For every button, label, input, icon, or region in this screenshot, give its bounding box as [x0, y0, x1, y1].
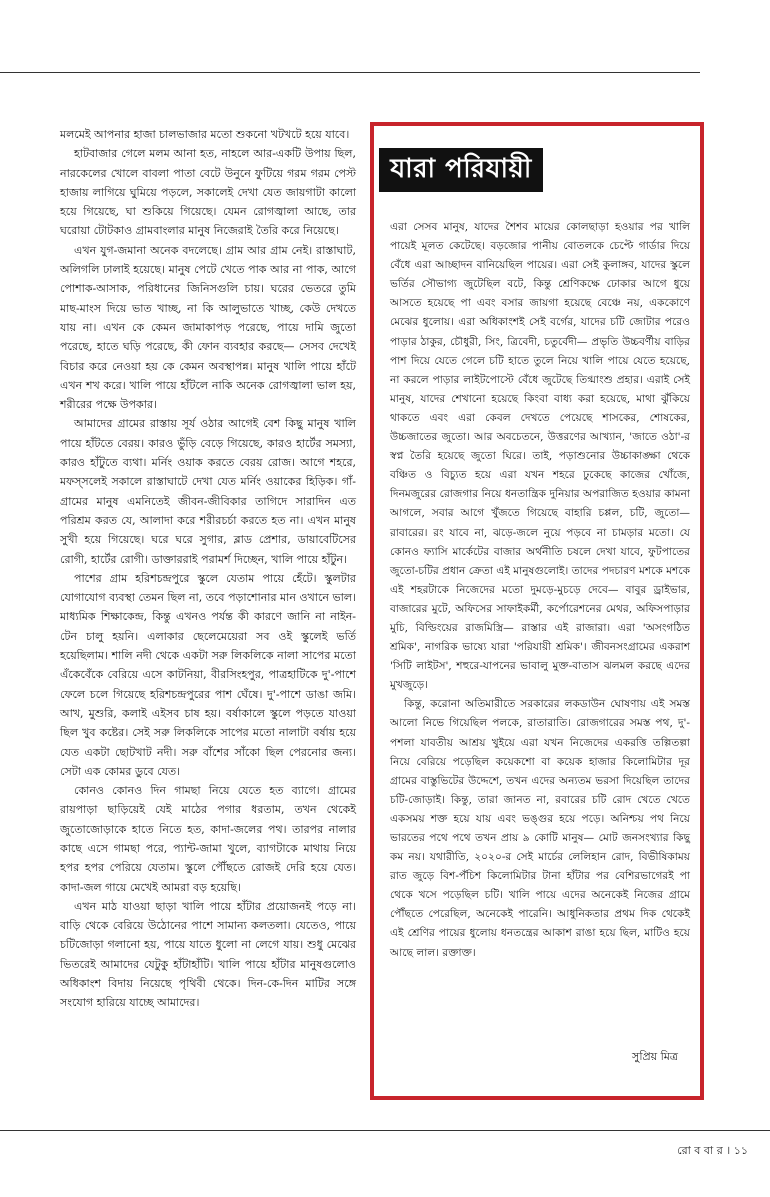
body-paragraph: এখন যুগ-জমানা অনেক বদলেছে। গ্রাম আর গ্রাম নেই। রাস্তাঘাট, অলিগলি ঢালাই হয়েছে। মানুষ পেটে খেতে পাক আর না পাক, আগে পোশাক-আসাক, পরিধানের জিনিসগুলি চায়। ঘরের ভেতরে তুমি মাছ-মাংস দিয়ে ভাত খাচ্ছ, না কি আলুভাতে খাচ্ছ, কেউ দেখতে যায় না। এখন কে কেমন জামাকাপড় পরেছে, পায়ে দামি জুতো পরেছে, হাতে ঘড়ি পরেছে, কী ফোন ব্যবহার করছে— সেসব দেখেই বিচার করে নেওয়া হয় কে কেমন অবস্থাপন্ন। মানুষ খালি পায়ে হাঁটে এখন শখ করে। খালি পায়ে হাঁটলে নাকি অনেক রোগজ্বালা ভাল হয়, শরীরের পক্ষে উপকার।: [60, 243, 356, 412]
article-left-column: [60, 125, 356, 1013]
body-paragraph: এখন মাঠ যাওয়া ছাড়া খালি পায়ে হাঁটার প্রয়োজনই পড়ে না। বাড়ি থেকে বেরিয়ে উঠোনের পাশে সামান্য কলতলা। যেতেও, পায়ে চটিজোড়া গলানো হয়, পায়ে যাতে ধুলো না লেগে যায়। শুধু মেঝের ভিতরেই আমাদের যেটুকু হাঁটাহাঁটি। খালি পায়ে হাঁটার মানুষগুলোও অধিকাংশ বিদায় নিয়েছে পৃথিবী থেকে। দিন-কে-দিন মাটির সঙ্গে সংযোগ হারিয়ে যাচ্ছে আমাদের।: [60, 899, 356, 1010]
sidebar-paragraph: এরা সেসব মানুষ, যাদের শৈশব মায়ের কোলছাড়া হওয়ার পর খালি পায়েই মূলত কেটেছে। বড়জোর পানীয় বোতলকে চেপ্টে গার্ডার দিয়ে বেঁধে এরা আচ্ছাদন বানিয়েছিল পায়ের। এরা সেই কুলাঙ্গব, যাদের স্কুলে ভর্তির সৌভাগ্য জুটেছিল বটে, কিন্তু শ্রেণিকক্ষে ঢোকার আগে ধুয়ে আসতে হয়েছে পা এবং বসার জায়গা হয়েছে বেঞ্চে নয়, এককোণে মেঝের ধুলোয়। এরা অধিকাংশই সেই বর্গের, যাদের চটি জোটার পরেও পাড়ার ঠাকুর, চৌধুরী, সিং, ত্রিবেদী, চতুর্বেদী— প্রভৃতি উচ্চবর্ণীয় বাড়ির পাশ দিয়ে যেতে গেলে চটি হাতে তুলে নিয়ে খালি পায়ে যেতে হয়েছে, না করলে পাড়ার লাইটপোস্টে বেঁধে জুটেছে তিগ্মাংশু প্রহার। এরাই সেই মানুষ, যাদের শেখানো হয়েছে কিংবা বাধ্য করা হয়েছে, মাথা ঝুঁকিয়ে থাকতে এবং এরা কেবল দেখতে পেয়েছে শাসকের, শোষকের, উচ্চজাতের জুতো। আর অবচেতনে, উত্তরণের আখ্যান, 'জাতে ওঠা'-র স্বপ্ন তৈরি হয়েছে জুতো ঘিরে। তাই, পড়াশুনোর উচ্চাকাঙ্ক্ষা থেকে বঞ্চিত ও বিচ্যুত হয়ে এরা যখন শহরে ঢুকেছে কাজের খোঁজে, দিনমজুরের রোজগার নিয়ে ধনতান্ত্রিক দুনিয়ার অপরাজিত হওয়ার কামনা আগলে, সবার আগে খুঁজতে গিয়েছে বাহারি চপ্পল, চটি, জুতো— রাবারের। রং যাবে না, ঝড়ে-জলে নুয়ে পড়বে না চামড়ার মতো। যে কোনও ফ্যাসি মার্কেটের বাজার অর্থনীতি চষলে দেখা যাবে, ফুটপাতের জুতো-চটির প্রধান ক্রেতা এই মানুষগুলোই। তাদের পদচারণ মশকে মশকে এই শহরটাকে নিজেদের মতো দুমড়ে-মুচড়ে দেবে— বাবুর ড্রাইভার, বাজারের মুটে, অফিসের সাফাইকর্মী, কর্পোরেশনের মেথর, অফিসপাড়ার মুচি, বিল্ডিংয়ের রাজমিস্ত্রি— রাস্তার এই রাজারা। এরা 'অসংগঠিত শ্রমিক', নাগরিক ভাষ্যে যারা 'পরিযায়ী শ্রমিক'। জীবনসংগ্রামের একরাশ 'সিটি লাইটস', শহুরে-যাপনের ভাবালু মুক্ত-বাতাস ঝলমল করছে এদের মুখজুড়ে।: [390, 221, 690, 692]
page-folio: রো ব বা র । ১১: [677, 1144, 748, 1157]
body-paragraph: হাটবাজার গেলে মলম আনা হত, নাহলে আর-একটি উপায় ছিল, নারকেলের খোলে বাবলা পাতা বেটে উনুনে ফুটিয়ে গরম গরম পেস্ট হাজায় লাগিয়ে ঘুমিয়ে পড়লে, সকালেই দেখা যেত জায়গাটা কালো হয়ে গিয়েছে, ঘা শুকিয়ে গিয়েছে। যেমন রোগজ্বালা আছে, তার ঘরোয়া টোটকাও গ্রামবাংলার মানুষ নিজেরাই তৈরি করে নিয়েছে।: [60, 147, 356, 238]
body-paragraph: মলমেই আপনার হাজা চালভাজার মতো শুকনো খটখটে হয়ে যাবে।: [60, 128, 350, 141]
body-paragraph: কোনও কোনও দিন গামছা নিয়ে যেতে হত ব্যাগে। গ্রামের রায়পাড়া ছাড়িয়েই যেই মাঠের পগার ধরতাম, তখন থেকেই জুতোজোড়াকে হাতে নিতে হত, কাদা-জলের পথ। তারপর নালার কাছে এসে গামছা পরে, প্যান্ট-জামা খুলে, ব্যাগটাকে মাথায় নিয়ে হপর হপর পেরিয়ে যেতাম। স্কুলে পৌঁছতে রোজই দেরি হয়ে যেত। কাদা-জল গায়ে মেখেই আমরা বড় হয়েছি।: [60, 784, 356, 894]
author-byline: সুপ্রিয় মিত্র: [632, 1050, 678, 1063]
body-paragraph: পাশের গ্রাম হরিশচন্দ্রপুরে স্কুলে যেতাম পায়ে হেঁটে। স্কুলটার যোগাযোগ ব্যবস্থা তেমন ছিল না, তবে পড়াশোনার মান ওখানে ভাল। মাধ্যমিক শিক্ষাকেন্দ্র, কিন্তু এখনও পর্যন্ত কী কারণে জানি না নাইন-টেন চালু হয়নি। এলাকার ছেলেমেয়েরা সব ওই স্কুলেই ভর্তি হয়েছিলাম। শালি নদী থেকে একটা সরু লিকলিকে নালা সাপের মতো এঁকেবেঁকে বেরিয়ে এসে কাটনিয়া, বীরসিংহপুর, পাত্রহাটিকে দু'-পাশে ফেলে চলে গিয়েছে হরিশচন্দ্রপুরের পাশ ঘেঁষে। দু'-পাশে ডাঙা জমি। আখ, মুশুরি, কলাই এইসব চাষ হয়। বর্ষাকালে স্কুলে পড়তে যাওয়া ছিল খুব কষ্টের। সেই সরু লিকলিকে সাপের মতো নালাটা বর্ষায় হয়ে যেত একটা ছোটখাট নদী। সরু বাঁশের সাঁকো ছিল পেরনোর জন্য। সেটা এক কোমর ডুবে যেত।: [60, 571, 356, 778]
body-paragraph: আমাদের গ্রামের রাস্তায় সূর্য ওঠার আগেই বেশ কিছু মানুষ খালি পায়ে হাঁটতে বেরয়। কারও ভুঁড়ি বেড়ে গিয়েছে, কারও হার্টের সমস্যা, কারও হাঁটুতে ব্যথা। মর্নিং ওয়াক করতে বেরয় রোজ। আগে শহরে, মফস্‌সলেই সকালে রাস্তাঘাটে দেখা যেত মর্নিং ওয়াকের হিড়িক। গাঁ-গ্রামের মানুষ এমনিতেই জীবন-জীবিকার তাগিদে সারাদিন এত পরিশ্রম করত যে, আলাদা করে শরীরচর্চা করতে হত না। এখন মানুষ সুখী হয়ে গিয়েছে। ঘরে ঘরে সুগার, ব্লাড প্রেশার, ডায়াবেটিসের রোগী, হার্টের রোগী। ডাক্তাররাই পরামর্শ দিচ্ছেন, খালি পায়ে হাঁটুন।: [60, 417, 356, 566]
bottom-rule: [0, 1130, 770, 1131]
sidebar-title: যারা পরিযায়ী: [379, 148, 543, 192]
sidebar-box: [370, 122, 704, 1100]
sidebar-body: [390, 218, 690, 963]
sidebar-paragraph: কিন্তু, করোনা অতিমারীতে সরকারের লকডাউন ঘোষণায় এই সমস্ত আলো নিভে গিয়েছিল পলকে, রাতারাতি। রোজগারের সমস্ত পথ, দু'-পশলা যাবতীয় আশ্রয় খুইয়ে এরা যখন নিজেদের একরত্তি তল্পিতল্পা নিয়ে বেরিয়ে পড়েছিল কয়েকশো বা কয়েক হাজার কিলোমিটার দূর গ্রামের বাস্তুভিটের উদ্দেশে, তখন এদের অন্যতম ভরসা দিয়েছিল তাদের চটি-জোড়াই। কিন্তু, তারা জানত না, রবারের চটি রোদ খেতে খেতে একসময় শক্ত হয়ে যায় এবং ভঙ্গুর হয়ে পড়ে। অনিশ্চয় পথ নিয়ে ভারতের পথে পথে তখন প্রায় ৯ কোটি মানুষ— মোট জনসংখ্যার কিছু কম নয়। যথারীতি, ২০২০-র সেই মার্চের লেলিহান রোদ, বিভীষিকাময় রাত জুড়ে বিশ-পঁচিশ কিলোমিটার টানা হাঁটার পর বেশিরভাগেরই পা থেকে খসে পড়েছিল চটি। খালি পায়ে এদের অনেকেই নিজের গ্রামে পৌঁছতে পেরেছিল, অনেকেই পারেনি। আধুনিকতার প্রথম দিক থেকেই এই শ্রেণির পায়ের ধুলোয় ধনতন্ত্রের আকাশ রাঙা হয়ে ছিল, মাটিও হয়ে আছে লাল। রক্তাক্ত।: [390, 698, 690, 959]
top-rule: [0, 72, 700, 73]
